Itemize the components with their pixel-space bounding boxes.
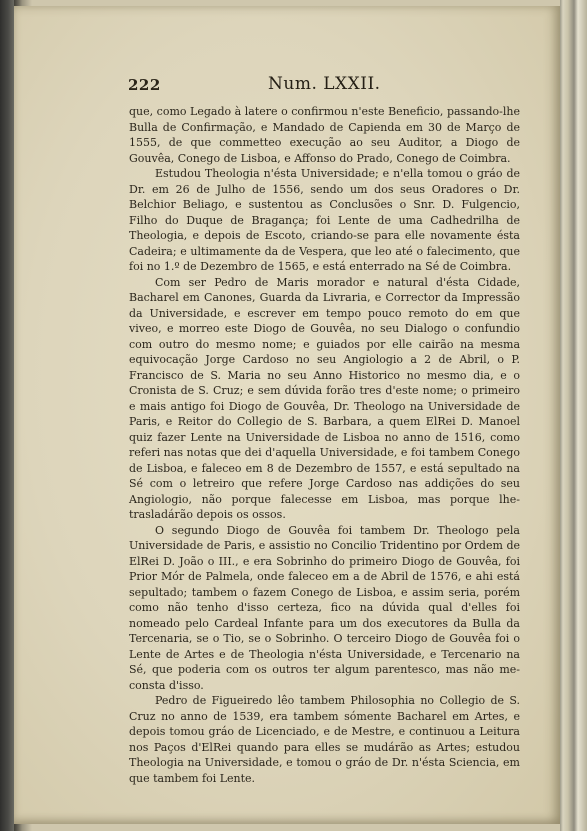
page-header xyxy=(128,76,518,98)
issue-number: Num. LXXII. xyxy=(268,74,381,94)
page-edges xyxy=(560,0,587,831)
page-number: 222 xyxy=(128,76,161,94)
paragraph: que, como Legado à latere o confirmou n'este Beneficio, passando-lhe Bulla de Confirmação, e Mandado de Capienda em 30 de Março de 1555, de que commetteo execução ao seu Auditor, a Diogo de Gouvêa, Conego de Lisboa, e Affonso do Prado, Conego de Coimbra. xyxy=(129,105,520,165)
paragraph: Estudou Theologia n'ésta Universidade; e n'ella tomou o gráo de Dr. em 26 de Julho de 1556, sendo um dos seus Oradores o Dr. Belchior Beliago, e sustentou as Conclusões o Snr. D. Fulgencio, Filho do Duque de Bragança; foi Lente de uma Cadhedrilha de Theologia, e depois de Escoto, criando-se para elle novamente ésta Cadeira; e ultimamente da de Vespera, que leo até o falecimento, que foi no 1.º de Dezembro de 1565, e está enterrado na Sé de Coimbra. xyxy=(129,167,520,273)
paragraph: Pedro de Figueiredo lêo tambem Philosophia no Collegio de S. Cruz no anno de 1539, era tambem sómente Bacharel em Artes, e depois tomou gráo de Licenciado, e de Mestre, e continuou a Leitura nos Paços d'ElRei quando para elles se mudárão as Artes; estudou Theologia na Universidade, e tomou o gráo de Dr. n'ésta Sciencia, em que tambem foi Lente. xyxy=(129,694,520,785)
body-text xyxy=(129,104,520,786)
paragraph: Com ser Pedro de Maris morador e natural d'ésta Cidade, Bacharel em Canones, Guarda da Livraria, e Corrector da Impressão da Universidade, e escrever em tempo pouco remoto do em que viveo, e morreo este Diogo de Gouvêa, no seu Dialogo o confundio com outro do mesmo nome; e guiados por elle cairão na mesma equivocação Jorge Cardoso no seu Angiologio a 2 de Abril, o P. Francisco de S. Maria no seu Anno Historico no mesmo dia, e o Cronista de S. Cruz; e sem dúvida forão tres d'este nome; o primeiro e mais antigo foi Diogo de Gouvêa, Dr. Theologo na Universidade de Paris, e Reitor do Collegio de S. Barbara, a quem ElRei D. Manoel quiz fazer Lente na Universidade de Lisboa no anno de 1516, como referi nas notas que dei d'aquella Universidade, e foi tambem Conego de Lisboa, e faleceo em 8 de Dezembro de 1557, e está sepultado na Sé com o letreiro que refere Jorge Cardoso nas addições do seu Angiologio, não porque falecesse em Lisboa, mas porque lhe-trasladárão depois os ossos. xyxy=(129,275,520,521)
paragraph: O segundo Diogo de Gouvêa foi tambem Dr. Theologo pela Universidade de Paris, e assistio no Concilio Tridentino por Ordem de ElRei D. João o III., e era Sobrinho do primeiro Diogo de Gouvêa, foi Prior Mór de Palmela, onde faleceo em a de Abril de 1576, e ahi está sepultado; tambem o fazem Conego de Lisboa, e assim seria, porém como não tenho d'isso certeza, fico na dúvida qual d'elles foi nomeado pelo Cardeal Infante para um dos executores da Bulla da Tercenaria, se o Tio, se o Sobrinho. O terceiro Diogo de Gouvêa foi o Lente de Artes e de Theologia n'ésta Universidade, e Tercenario na Sé, que poderia com os outros ter algum parentesco, mas não me-consta d'isso. xyxy=(129,523,520,692)
